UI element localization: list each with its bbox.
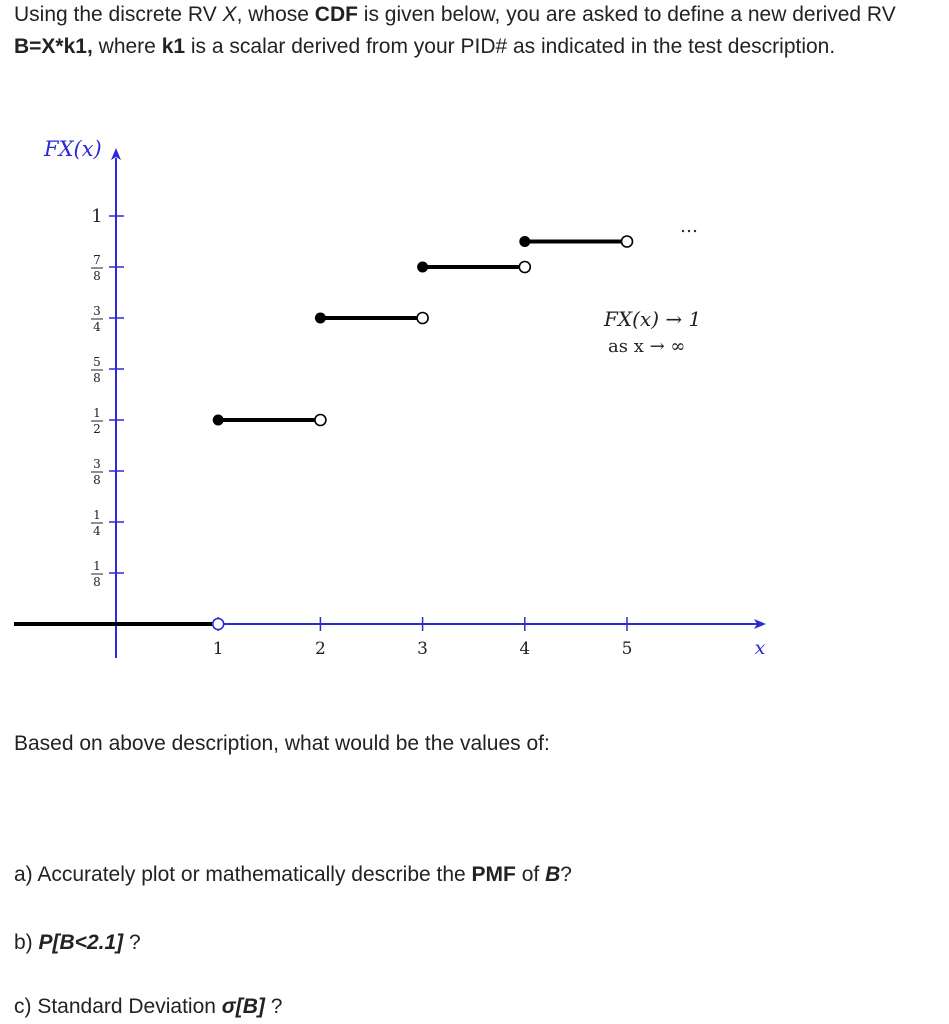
y-tick-denominator: 8 <box>93 575 101 589</box>
y-tick-numerator: 7 <box>93 253 101 267</box>
question-text: a) Accurately plot or mathematically describe the <box>14 863 472 886</box>
y-axis-label: FX(x) <box>44 137 102 161</box>
y-tick-numerator: 5 <box>93 355 101 369</box>
question-text: ? <box>560 863 572 886</box>
x-axis-label: x <box>754 637 766 659</box>
y-tick-denominator: 8 <box>93 371 101 385</box>
question-c <box>14 994 282 1020</box>
question-text: ? <box>264 995 283 1018</box>
cdf-term: CDF <box>314 3 358 26</box>
x-tick-label: 5 <box>621 639 633 659</box>
y-tick-numerator: 3 <box>93 457 101 471</box>
y-tick-denominator: 4 <box>93 320 101 334</box>
y-tick-numerator: 1 <box>93 559 101 573</box>
y-tick-denominator: 8 <box>93 473 101 487</box>
limit-annotation-line2: as x → ∞ <box>608 336 686 357</box>
variable-x: X <box>222 3 237 26</box>
step-open-dot <box>417 313 428 324</box>
question-text: b) <box>14 931 39 954</box>
pmf-term: PMF <box>471 863 516 886</box>
step-closed-dot <box>417 262 428 273</box>
chart-labels <box>43 137 766 659</box>
limit-annotation-line1: FX(x) → 1 <box>604 307 702 331</box>
y-tick-numerator: 3 <box>93 304 101 318</box>
problem-line-2 <box>14 34 835 60</box>
derived-rv-definition: B=X*k1, <box>14 35 93 58</box>
probability-expression: P[B<2.1] <box>38 931 124 954</box>
y-tick-denominator: 2 <box>93 422 101 436</box>
problem-text: is a scalar derived from your PID# as indicated in the test description. <box>185 35 836 58</box>
cdf-chart <box>0 120 949 680</box>
problem-text: , whose <box>236 3 315 26</box>
problem-text: Using the discrete RV <box>14 3 223 26</box>
y-tick-denominator: 4 <box>93 524 101 538</box>
question-b <box>14 930 141 956</box>
step-closed-dot <box>519 236 530 247</box>
step-closed-dot <box>213 415 224 426</box>
step-open-dot <box>213 619 224 630</box>
chart-axes <box>14 148 766 658</box>
step-closed-dot <box>315 313 326 324</box>
variable-b: B <box>545 863 561 886</box>
step-open-dot <box>315 415 326 426</box>
chart-steps <box>14 236 633 630</box>
problem-text: where <box>92 35 162 58</box>
y-tick-label: 1 <box>91 206 103 227</box>
step-open-dot <box>519 262 530 273</box>
continuation-ellipsis: … <box>680 216 698 237</box>
x-tick-label: 2 <box>314 639 326 659</box>
problem-line-1 <box>14 2 896 28</box>
y-tick-numerator: 1 <box>93 406 101 420</box>
x-tick-label: 1 <box>212 639 224 659</box>
std-dev-expression: σ[B] <box>221 995 265 1018</box>
question-a <box>14 862 572 888</box>
x-tick-label: 3 <box>417 639 429 659</box>
question-intro: Based on above description, what would be the values of: <box>14 732 550 755</box>
y-tick-numerator: 1 <box>93 508 101 522</box>
step-open-dot <box>622 236 633 247</box>
chart-ticks <box>109 216 627 631</box>
y-tick-denominator: 8 <box>93 269 101 283</box>
problem-text: is given below, you are asked to define a new derived RV <box>357 3 896 26</box>
scalar-k1: k1 <box>161 35 186 58</box>
x-tick-label: 4 <box>519 639 531 659</box>
question-text: ? <box>123 931 141 954</box>
question-text: c) Standard Deviation <box>14 995 222 1018</box>
question-text: of <box>515 863 546 886</box>
